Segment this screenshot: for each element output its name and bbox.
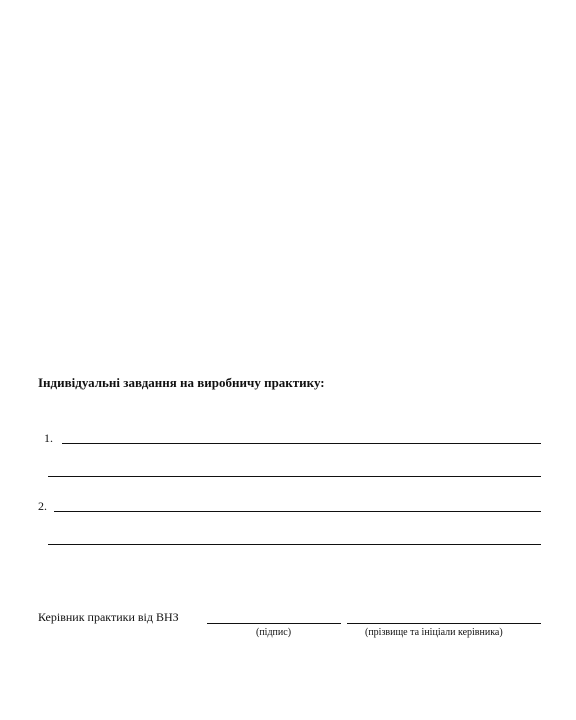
name-caption: (прізвище та ініціали керівника)	[365, 627, 503, 638]
task-2-blank-line-1	[54, 511, 541, 512]
signature-caption: (підпис)	[256, 627, 292, 638]
name-blank-line	[347, 623, 541, 624]
task-1-number: 1.	[44, 431, 53, 445]
task-1-blank-line-1	[62, 443, 541, 444]
task-2-blank-line-2	[48, 544, 541, 545]
task-1-blank-line-2	[48, 476, 541, 477]
task-2-number: 2.	[38, 499, 47, 513]
supervisor-label: Керівник практики від ВНЗ	[38, 610, 179, 624]
section-heading: Індивідуальні завдання на виробничу практику:	[38, 375, 325, 390]
signature-blank-line	[207, 623, 341, 624]
